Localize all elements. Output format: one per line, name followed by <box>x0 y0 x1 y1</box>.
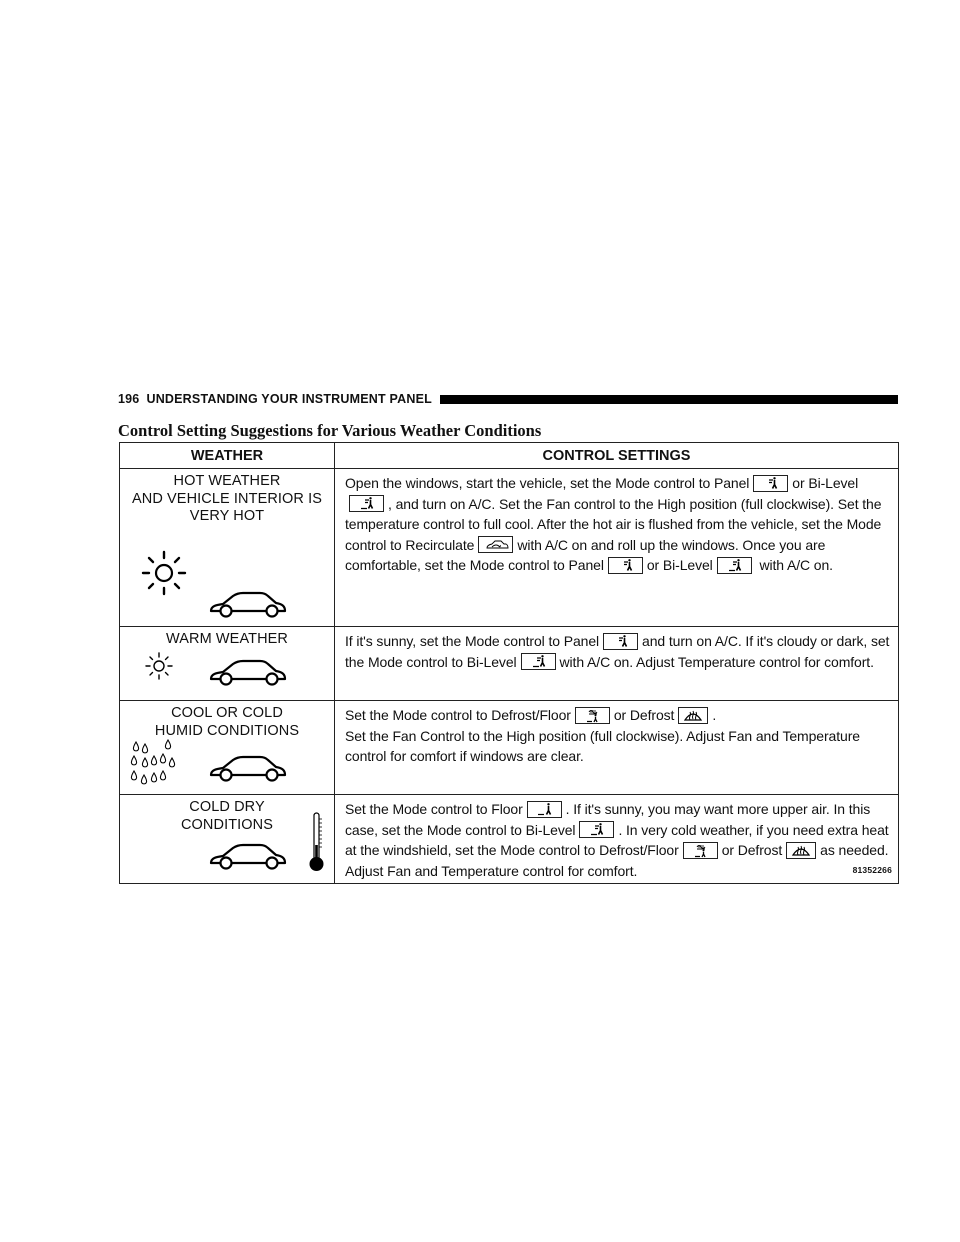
weather-label-line: AND VEHICLE INTERIOR IS <box>131 490 323 507</box>
weather-label-line: COLD DRY <box>189 799 265 815</box>
section-title: Control Setting Suggestions for Various Weather Conditions <box>118 421 542 440</box>
settings-text: Open the windows, start the vehicle, set the Mode control to Panel <box>345 475 750 491</box>
weather-cell <box>120 795 335 884</box>
thermometer-icon <box>306 811 328 873</box>
sun-icon <box>138 547 190 599</box>
recirculate-icon <box>478 536 513 553</box>
weather-label <box>120 469 334 526</box>
car-icon <box>208 587 288 619</box>
page-number: 196 <box>118 392 140 406</box>
weather-cell <box>120 469 335 627</box>
figure-code: 81352266 <box>852 864 892 875</box>
settings-text: . <box>712 707 717 723</box>
settings-cell <box>335 627 899 701</box>
settings-text: with A/C on and roll up the windows. Once you are comfortable, set the Mode control to Panel <box>345 536 826 573</box>
settings-text: or Bi-Level <box>792 475 859 491</box>
settings-text: Set the Mode control to Floor <box>345 801 523 817</box>
floor-mode-icon <box>527 801 562 818</box>
weather-label <box>120 701 334 740</box>
settings-text: . If it's sunny, you may want more upper air. In this case, set the Mode control to Bi-Level <box>345 801 871 838</box>
table-row-hot-weather <box>120 469 899 627</box>
bilevel-mode-icon <box>579 821 614 838</box>
weather-label-line: HOT WEATHER <box>173 473 281 489</box>
weather-column-header: WEATHER <box>120 443 335 469</box>
weather-label-line: COOL OR COLD <box>171 705 283 721</box>
defrost-floor-mode-icon <box>575 707 610 724</box>
settings-cell <box>335 795 899 884</box>
weather-label <box>120 795 334 834</box>
bilevel-mode-icon <box>521 653 556 670</box>
settings-text: with A/C on. <box>759 557 833 573</box>
table-header-row <box>120 443 899 469</box>
settings-text: and turn on A/C. If it's cloudy or dark, set the Mode control to Bi-Level <box>345 633 890 670</box>
table-row-cold-dry <box>120 795 899 884</box>
running-header <box>118 391 898 407</box>
settings-column-header: CONTROL SETTINGS <box>335 443 899 469</box>
settings-text: . In very cold weather, if you need extra heat at the windshield, set the Mode control to Defrost/Floor <box>345 821 889 858</box>
panel-mode-icon <box>603 633 638 650</box>
sun-icon <box>142 649 176 683</box>
weather-label-line: HUMID CONDITIONS <box>154 722 300 739</box>
settings-cell <box>335 469 899 627</box>
settings-text: or Defrost <box>613 707 675 723</box>
table-row-warm-weather <box>120 627 899 701</box>
settings-text: or Defrost <box>721 842 783 858</box>
weather-cell <box>120 701 335 795</box>
settings-text: Set the Mode control to Defrost/Floor <box>345 707 571 723</box>
car-icon <box>208 751 288 783</box>
car-icon <box>208 655 288 687</box>
defrost-mode-icon <box>678 707 708 724</box>
car-icon <box>208 839 288 871</box>
settings-cell <box>335 701 899 795</box>
panel-mode-icon <box>753 475 788 492</box>
weather-label <box>120 627 334 649</box>
settings-text: If it's sunny, set the Mode control to Panel <box>345 633 600 649</box>
weather-label-line: VERY HOT <box>189 508 265 524</box>
weather-label-line: WARM WEATHER <box>165 631 289 647</box>
defrost-mode-icon <box>786 842 816 859</box>
weather-label-line: CONDITIONS <box>180 816 274 833</box>
header-title: UNDERSTANDING YOUR INSTRUMENT PANEL <box>146 392 432 406</box>
bilevel-mode-icon <box>717 557 752 574</box>
raindrops-icon <box>128 739 178 787</box>
bilevel-mode-icon <box>349 495 384 512</box>
settings-text: or Bi-Level <box>646 557 713 573</box>
weather-cell <box>120 627 335 701</box>
settings-text: Set the Fan Control to the High position (full clockwise). Adjust Fan and Temperature control for comfort if windows are clear. <box>345 727 860 764</box>
header-rule <box>440 395 898 404</box>
table-row-cool-humid <box>120 701 899 795</box>
settings-text: , and turn on A/C. Set the Fan control to the High position (full clockwise). Set the temperature control to full cool. After the hot air is flushed from the vehicle, set the Mode control to Recirculate <box>345 495 882 553</box>
panel-mode-icon <box>608 557 643 574</box>
settings-text: with A/C on. Adjust Temperature control for comfort. <box>559 653 874 670</box>
control-settings-table <box>119 442 899 884</box>
defrost-floor-mode-icon <box>683 842 718 859</box>
settings-text: as needed. Adjust Fan and Temperature control for comfort. <box>345 842 889 879</box>
